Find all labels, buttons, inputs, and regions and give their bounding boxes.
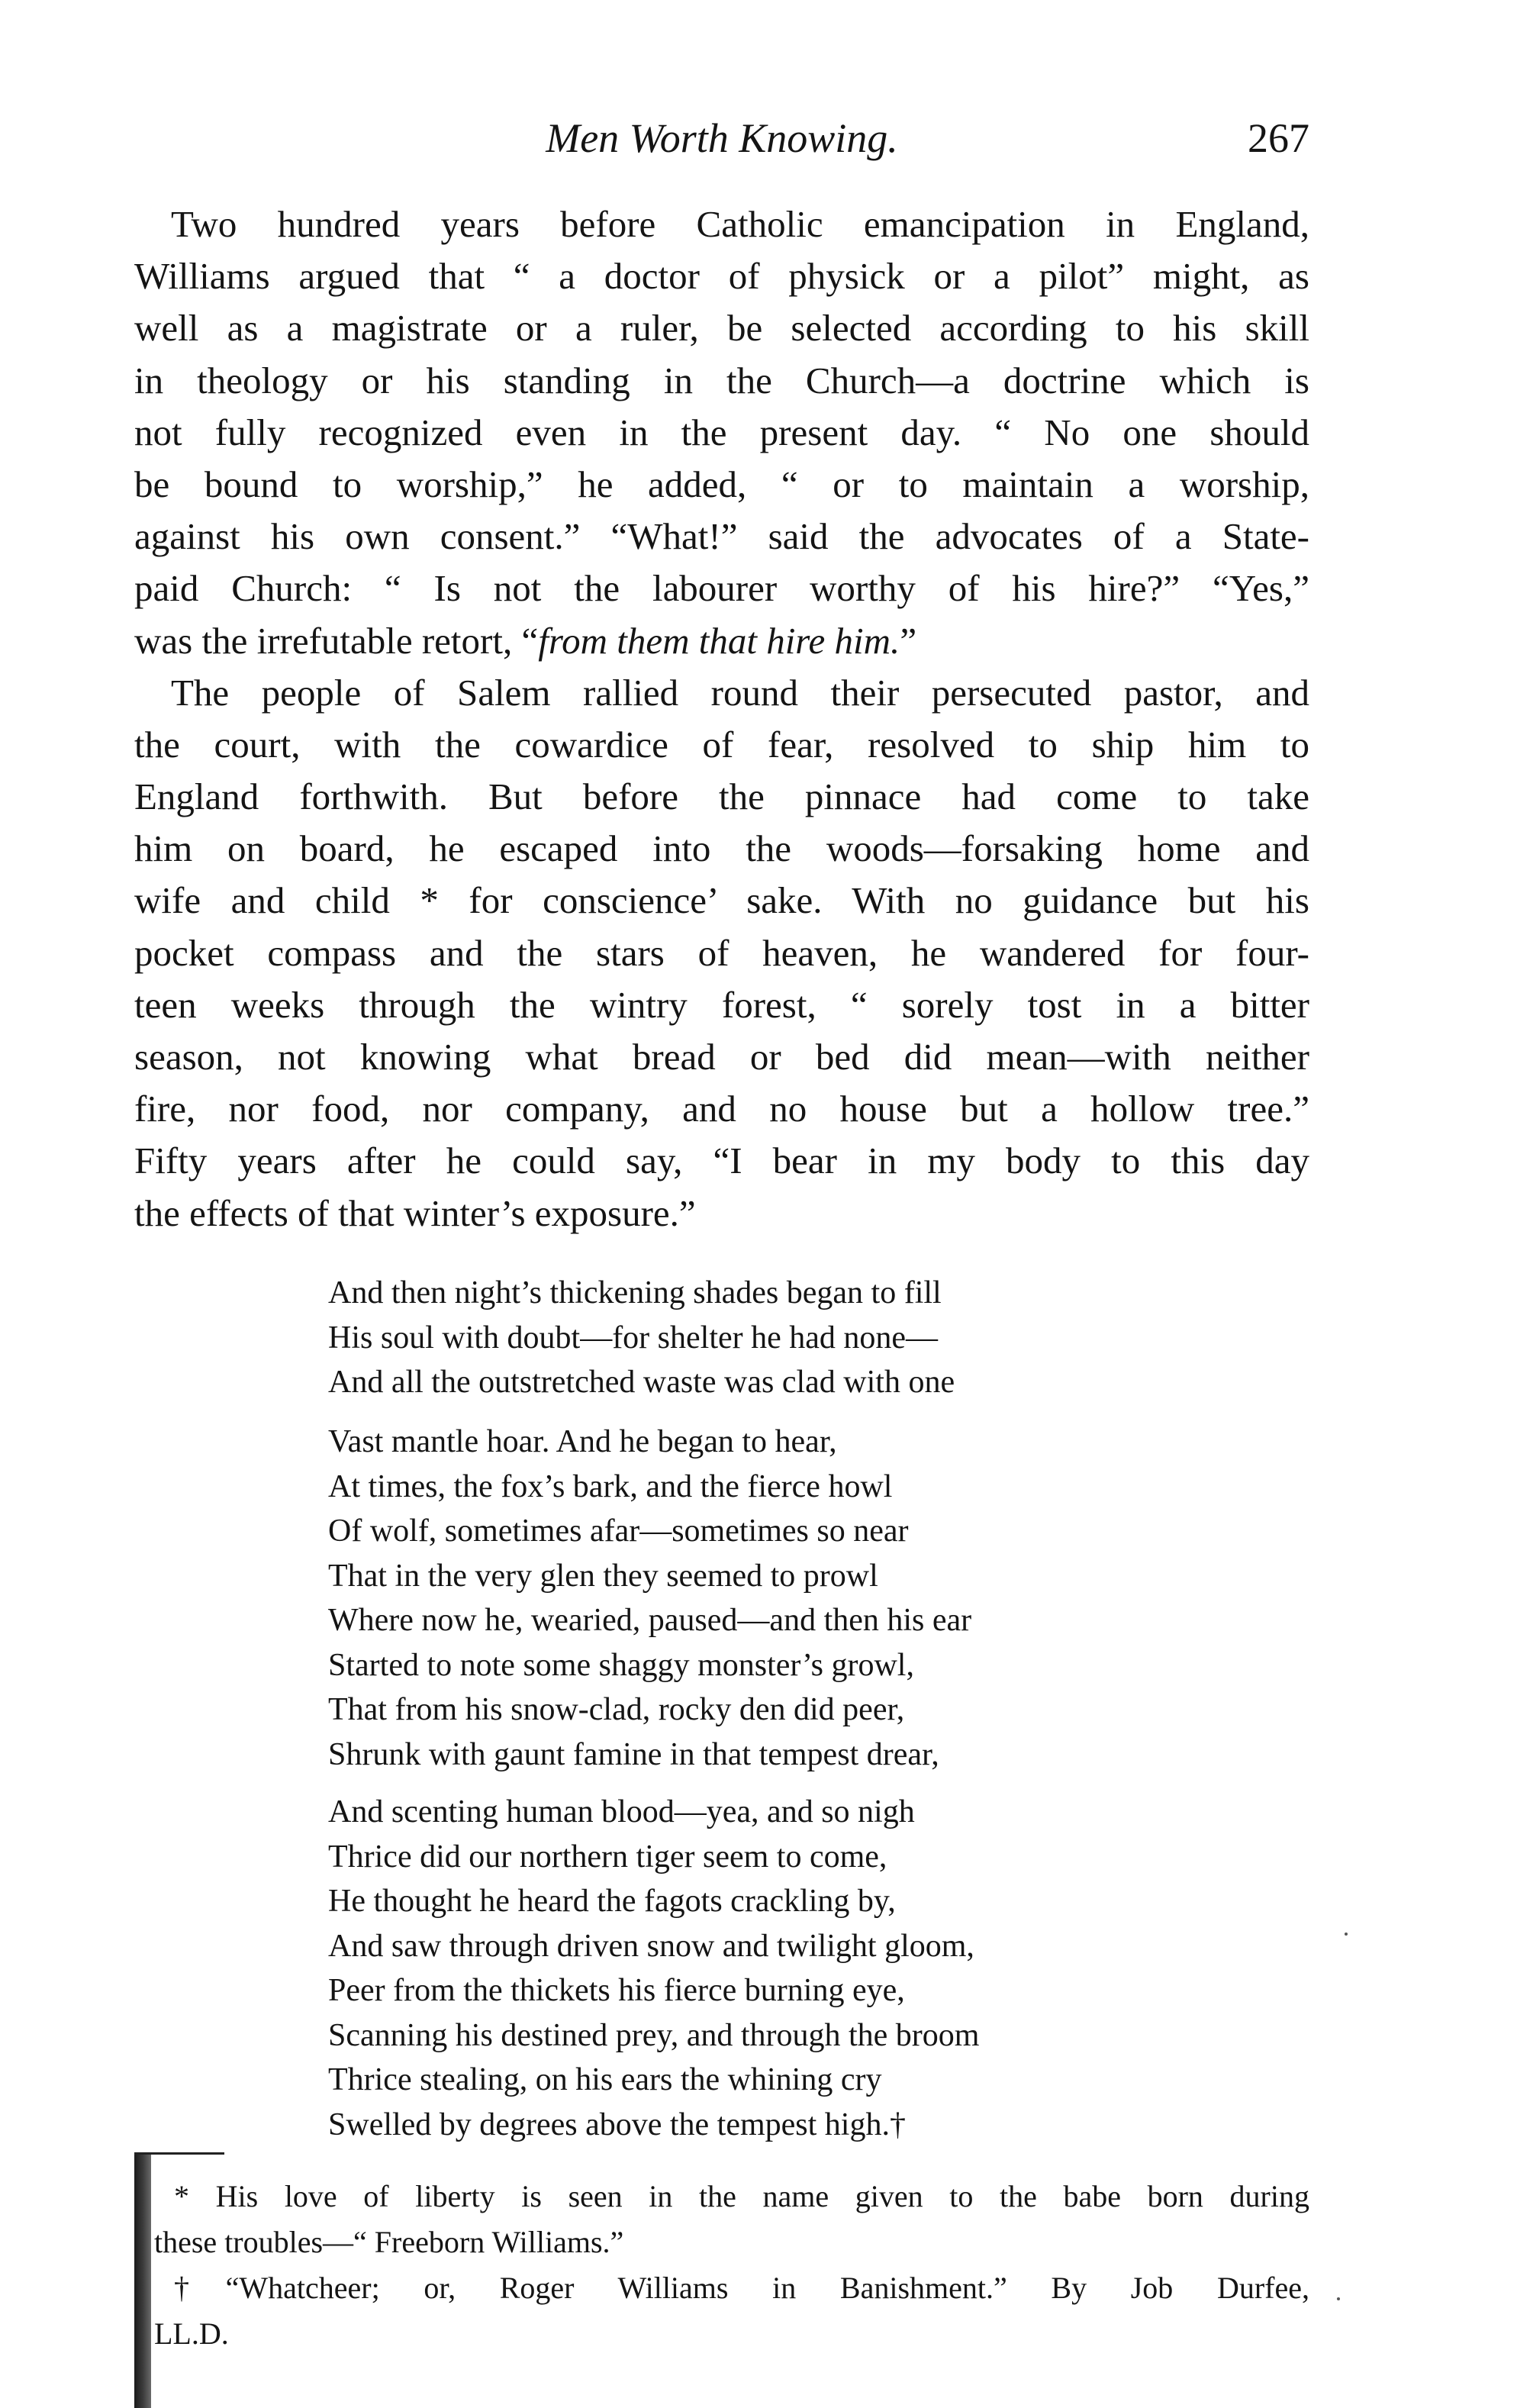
poem-stanza-2 (328, 1420, 1206, 1777)
text-line: be bound to worship,” he added, “ or to maintain a worship, (134, 463, 1309, 505)
poem-stanza-1 (328, 1271, 1206, 1405)
text-line-with-italic (134, 615, 1309, 667)
poem-line: Swelled by degrees above the tempest high.† (328, 2107, 906, 2142)
poem-line: Peer from the thickets his fierce burning eye, (328, 1973, 905, 2008)
footnote-line: * His love of liberty is seen in the name given to the babe born during (174, 2179, 1309, 2213)
poem-line: That from his snow-clad, rocky den did peer, (328, 1692, 905, 1727)
text-line: against his own consent.” “What!” said the advocates of a State- (134, 515, 1309, 558)
page-header (134, 107, 1309, 183)
text-line: in theology or his standing in the Church—a doctrine which is (134, 359, 1309, 401)
poem-line: His soul with doubt—for shelter he had none— (328, 1320, 939, 1356)
poem-line: Where now he, wearied, paused—and then his ear (328, 1603, 972, 1638)
scan-speck (1345, 1933, 1348, 1936)
text-line: paid Church: “ Is not the labourer worthy of his hire?” “Yes,” (134, 567, 1309, 610)
text-line: fire, nor food, nor company, and no house but a hollow tree.” (134, 1088, 1309, 1130)
closing-quote: ” (900, 619, 917, 662)
scan-binding-shadow (134, 2152, 151, 2408)
text-line: Two hundred years before Catholic emancipation in England, (171, 203, 1309, 245)
text-line: not fully recognized even in the present day. “ No one should (134, 411, 1309, 453)
scan-speck (1337, 2297, 1340, 2300)
footnote-line: these troubles—“ Freeborn Williams.” (154, 2225, 624, 2259)
poem-line: Started to note some shaggy monster’s growl, (328, 1647, 914, 1683)
text-line: Fifty years after he could say, “I bear in my body to this day (134, 1140, 1309, 1182)
poem-line: Scanning his destined prey, and through the broom (328, 2017, 980, 2053)
poem-stanza-3 (328, 1790, 1206, 2147)
text-line: well as a magistrate or a ruler, be selected according to his skill (134, 307, 1309, 350)
text-line: England forthwith. But before the pinnace had come to take (134, 775, 1309, 818)
italic-quote: from them that hire him. (538, 619, 900, 662)
poem-line: Thrice stealing, on his ears the whining cry (328, 2062, 882, 2097)
text-line: the effects of that winter’s exposure.” (134, 1191, 696, 1234)
poem-line: Thrice did our northern tiger seem to come, (328, 1839, 887, 1875)
poem-line: Shrunk with gaunt famine in that tempest drear, (328, 1736, 939, 1772)
text-fragment: was the irrefutable retort, “ (134, 619, 539, 662)
poem-line: And then night’s thickening shades began to fill (328, 1275, 942, 1310)
footnote-line: LL.D. (154, 2316, 229, 2351)
poem-line: That in the very glen they seemed to prowl (328, 1558, 878, 1594)
footnote-line: †“Whatcheer; or, Roger Williams in Banishment.” By Job Durfee, (174, 2271, 1309, 2305)
poem-line: And scenting human blood—yea, and so nigh (328, 1794, 915, 1829)
text-line: Williams argued that “ a doctor of physick or a pilot” might, as (134, 255, 1309, 298)
poem-line: Vast mantle hoar. And he began to hear, (328, 1424, 837, 1459)
poem-line: And saw through driven snow and twilight gloom, (328, 1928, 974, 1964)
poem-line: Of wolf, sometimes afar—sometimes so near (328, 1513, 909, 1549)
poem-line: He thought he heard the fagots crackling by, (328, 1884, 896, 1919)
footnote-rule (134, 2152, 224, 2155)
text-line: season, not knowing what bread or bed did mean—with neither (134, 1036, 1309, 1078)
body-text (134, 198, 1309, 1239)
footnotes (154, 2174, 1309, 2357)
text-line: wife and child * for conscience’ sake. With no guidance but his (134, 879, 1309, 922)
poem-line: At times, the fox’s bark, and the fierce howl (328, 1468, 893, 1504)
text-line: him on board, he escaped into the woods—forsaking home and (134, 827, 1309, 870)
text-line: The people of Salem rallied round their persecuted pastor, and (171, 671, 1309, 714)
page-number: 267 (1248, 115, 1309, 161)
text-line: pocket compass and the stars of heaven, he wandered for four- (134, 931, 1309, 974)
text-line: teen weeks through the wintry forest, “ sorely tost in a bitter (134, 983, 1309, 1026)
running-head: Men Worth Knowing. (546, 115, 898, 161)
poem-line: And all the outstretched waste was clad with one (328, 1365, 955, 1400)
text-line: the court, with the cowardice of fear, resolved to ship him to (134, 723, 1309, 766)
